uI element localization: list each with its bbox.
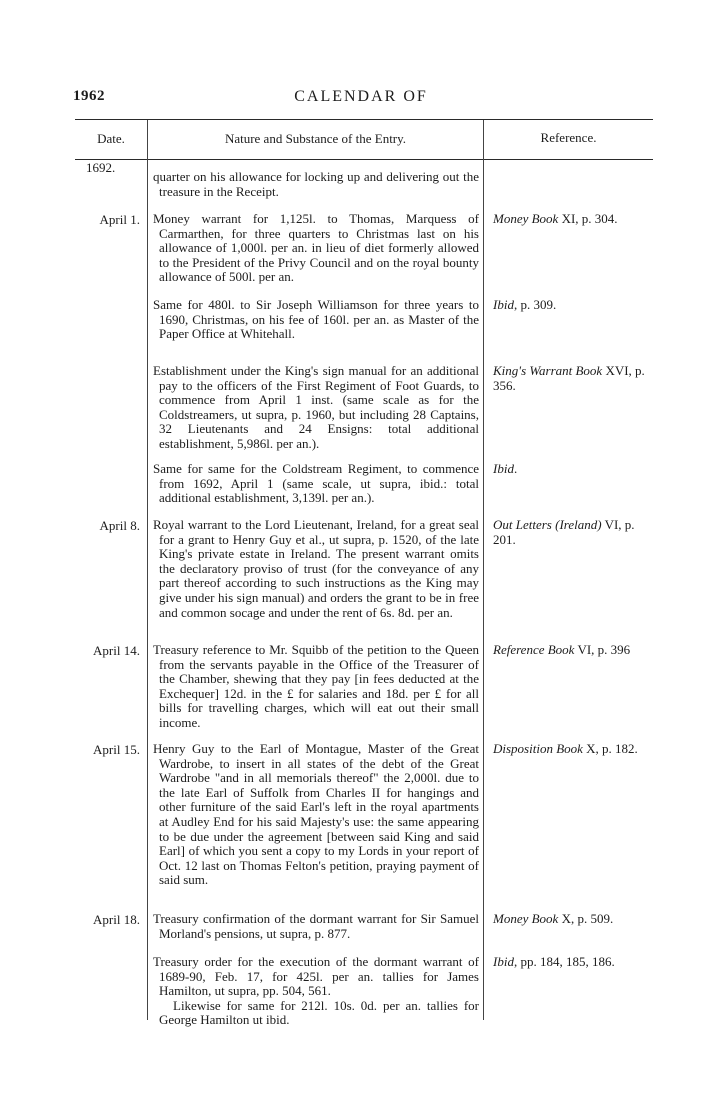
entry-reference <box>493 298 651 313</box>
page-number: 1962 <box>73 88 105 104</box>
reference-title: Ibid <box>493 461 514 476</box>
entry-date: April 18. <box>93 912 140 927</box>
entry-text: Treasury reference to Mr. Squibb of the petition to the Queen from the servants payable in the Office of the Treasurer of the Chamber, shewing that they pay [in fees deducted at the Exchequer] 12d. in the £ for salaries and 18d. per £ for all bills for travelling charges, which will eat out their small income. <box>153 642 479 730</box>
entry-text: Same for 480l. to Sir Joseph Williamson for three years to 1690, Christmas, on his fee of 160l. per an. as Master of the Paper Office at Whitehall. <box>153 297 479 342</box>
reference-title: Disposition Book <box>493 741 583 756</box>
entry-reference <box>493 518 651 547</box>
reference-title: Ibid <box>493 954 514 969</box>
date-column-divider <box>147 120 148 1020</box>
entry-text: Establishment under the King's sign manual for an additional pay to the officers of the First Regiment of Foot Guards, to commence from April 1 inst. (same scale as for the Coldstreamers, ut supra, p. 1960, but including 28 Captains, 32 Lieutenants and 24 Ensigns: total additional establishment, 5,986l. per an.). <box>153 363 479 451</box>
entry-text: quarter on his allowance for locking up and delivering out the treasure in the Receipt. <box>153 169 479 199</box>
entry-reference <box>493 912 651 927</box>
date-column-header: Date. <box>97 131 125 146</box>
entry-text: Same for same for the Coldstream Regiment, to commence from 1692, April 1 (same scale, ut supra, ibid.: total additional establishment, 3,139l. per an.). <box>153 461 479 506</box>
entry-main-text: Treasury order for the execution of the dormant warrant of 1689-90, Feb. 17, for 425l. per an. tallies for James Hamilton, ut supra, pp. 504, 561. <box>153 954 479 999</box>
entry-reference <box>493 212 651 227</box>
reference-detail: XI, p. 304. <box>558 211 618 226</box>
reference-title: Ibid <box>493 297 514 312</box>
entry-reference <box>493 955 651 970</box>
entry-text: Money warrant for 1,125l. to Thomas, Marquess of Carmarthen, for three quarters to Christmas last on his allowance of 1,000l. per an. in lieu of diet formerly allowed to the President of the Privy Council and on the royal bounty allowance of 500l. per an. <box>153 211 479 285</box>
year-label: 1692. <box>86 160 116 175</box>
reference-title: Money Book <box>493 911 559 926</box>
reference-title: Out Letters (Ireland) <box>493 517 602 532</box>
reference-title: King's Warrant Book <box>493 363 603 378</box>
reference-title: Reference Book <box>493 642 575 657</box>
running-title: CALENDAR OF <box>294 88 428 105</box>
entry-reference <box>493 742 651 757</box>
reference-detail: VI, p. 201. <box>493 517 635 547</box>
entry-text: Henry Guy to the Earl of Montague, Master of the Great Wardrobe, to insert in all states of the debt of the Great Wardrobe "and in all memorials thereof" the 2,000l. due to the late Earl of Suffolk from Charles II for hangings and other furniture of the said Earl's left in the royal apartments at Audley End for his said Majesty's use: the same appearing to be due under the agreement [between said King and said Earl] of which you sent a copy to my Lords in your report of Oct. 12 last on Thomas Felton's petition, praying payment of said sum. <box>153 741 479 888</box>
reference-detail: X, p. 182. <box>582 741 638 756</box>
entry-text: Royal warrant to the Lord Lieutenant, Ireland, for a great seal for a grant to Henry Guy et al., ut supra, p. 1520, of the late King's private estate in Ireland. The present warrant omits the declaratory proviso of trust (for the conveyance of any part thereof according to such instructions as the King may give under his sign manual) and orders the grant to be in free and common socage and under the rent of 6s. 8d. per an. <box>153 517 479 620</box>
entry-date: April 8. <box>99 518 140 533</box>
entry-date: April 14. <box>93 643 140 658</box>
reference-column-divider <box>483 120 484 1020</box>
entry-reference <box>493 364 651 393</box>
nature-column-header: Nature and Substance of the Entry. <box>224 131 407 146</box>
reference-column-header: Reference. <box>540 130 597 145</box>
entry-text: Treasury confirmation of the dormant warrant for Sir Samuel Morland's pensions, ut supra, p. 877. <box>153 911 479 941</box>
entry-subtext: Likewise for same for 212l. 10s. 0d. per an. tallies for George Hamilton ut ibid. <box>159 997 479 1028</box>
entry-text <box>153 955 479 1028</box>
entry-date: April 15. <box>93 742 140 757</box>
reference-detail: X, p. 509. <box>558 911 614 926</box>
reference-detail: XVI, p. 356. <box>493 363 645 393</box>
reference-detail: , p. 309. <box>513 297 557 312</box>
reference-detail: VI, p. 396 <box>574 642 631 657</box>
reference-title: Money Book <box>493 211 559 226</box>
reference-detail: . <box>513 461 518 476</box>
entry-reference <box>493 643 651 658</box>
entry-reference <box>493 462 651 477</box>
column-header-rule <box>75 159 653 160</box>
reference-detail: , pp. 184, 185, 186. <box>513 954 615 969</box>
entry-date: April 1. <box>99 212 140 227</box>
header-rule <box>75 119 653 120</box>
